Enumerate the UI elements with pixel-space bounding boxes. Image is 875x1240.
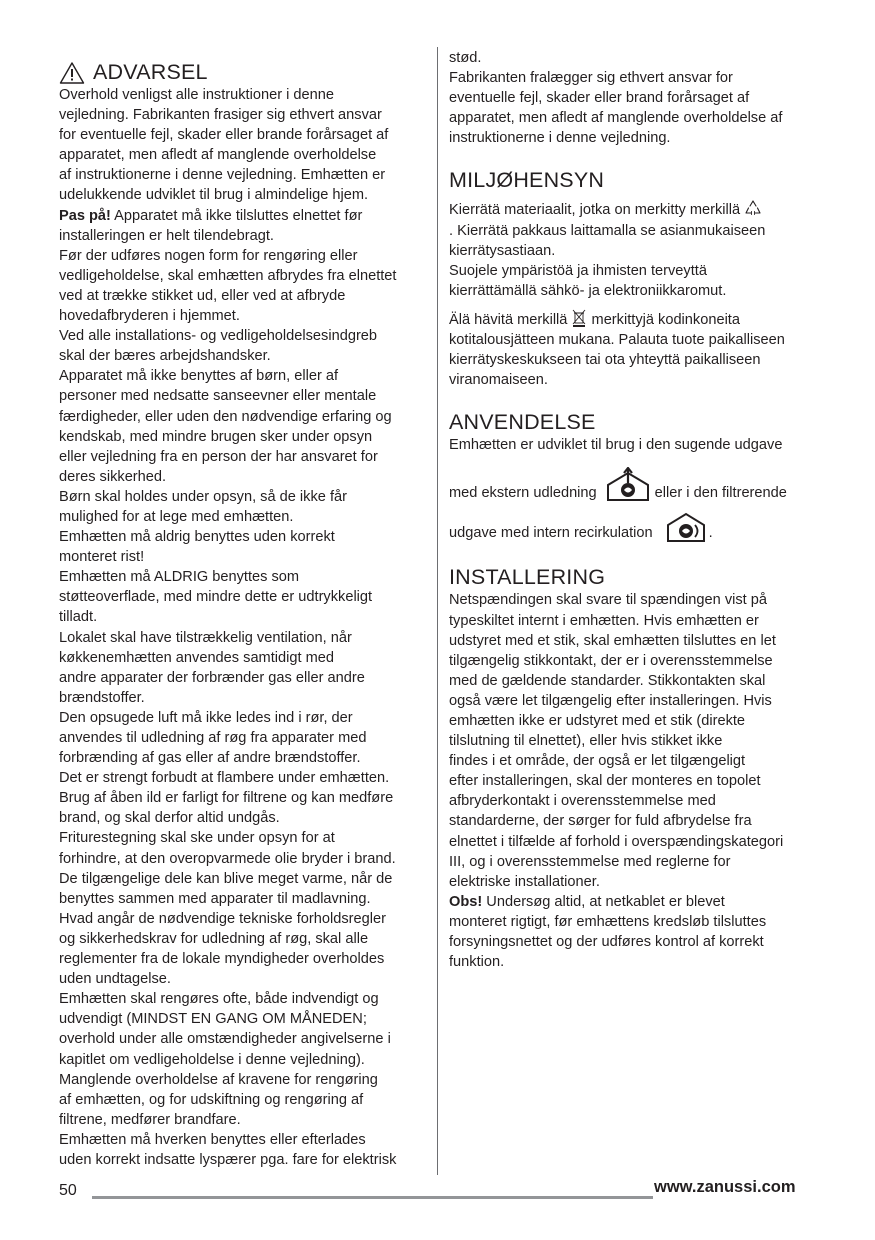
environment-line-weee [449,309,819,330]
text-line: afbryderkontakt i overensstemmelse med [449,793,716,810]
text-line: benyttes sammen med apparater til madlavning. [59,890,371,907]
text-line: uden undtagelse. [59,971,171,988]
text-line: findes i et område, der også er let tilgængeligt [449,753,746,770]
text-line: Fabrikanten fralægger sig ethvert ansvar for [449,70,733,87]
text-line: skal der bæres arbejdshandsker. [59,348,271,365]
text-line: udelukkende udviklet til brug i almindelige hjem. [59,187,369,204]
recycle-icon [744,199,762,217]
text-line: Lokalet skal have tilstrækkelig ventilation, når [59,629,352,646]
text-line: reglementer fra de lokale myndigheder overholdes [59,951,385,968]
text-line: Emhætten må hverken benyttes eller efterlades [59,1131,366,1148]
text-line: med de gældende standarder. Stikkontakten skal [449,672,766,689]
environment-heading: MILJØHENSYN [449,168,605,193]
text-line: Før der udføres nogen form for rengøring eller [59,247,358,264]
text-line: køkkenemhætten anvendes samtidigt med [59,649,334,666]
text-line: udvendigt (MINDST EN GANG OM MÅNEDEN; [59,1011,367,1028]
text-line: af instruktionerne i denne vejledning. Emhætten er [59,167,386,184]
text-line: personer med nedsatte sanseevner eller mentale [59,388,377,405]
obs-line [449,892,819,912]
text-line: forhindre, at den overopvarmede olie bryder i brand. [59,850,396,867]
text-line: eventuelle fejl, skader eller brand forårsaget af [449,90,750,107]
text-line: brand, og skal derfor altid undgås. [59,810,280,827]
environment-text-1: Kierrätä materiaalit, jotka on merkitty merkillä [449,202,741,219]
text-line: . Kierrätä pakkaus laittamalla se asianmukaiseen [449,222,766,239]
external-duct-icon [605,467,651,503]
text-line: Hvad angår de nødvendige tekniske forholdsregler [59,910,386,927]
text-line: De tilgængelige dele kan blive meget varme, når de [59,870,393,887]
obs-label: Obs! [449,893,483,910]
text-line: Emhætten skal rengøres ofte, både indvendigt og [59,991,379,1008]
text-line: Det er strengt forbudt at flambere under emhætten. [59,770,390,787]
text-line: apparatet, men afledt af manglende overholdelse af [449,110,783,127]
warning-triangle-icon [59,61,85,85]
usage-internal-row [449,511,819,543]
text-line: mulighed for at lege med emhætten. [59,508,294,525]
text-line: filtrene, medfører brandfare. [59,1111,241,1128]
right-column [449,48,819,972]
warning-continuation [449,48,819,148]
usage-external-text-post: eller i den filtrerende [654,485,787,502]
text-line: standarderne, der sørger for fuld afbrydelse fra [449,813,752,830]
footer-rule [92,1196,653,1199]
obs-text: Undersøg altid, at netkablet er blevet [482,893,725,910]
text-line: Emhætten må ALDRIG benyttes som [59,569,300,586]
text-line: forbrænding af gas eller af andre brændstoffer. [59,750,361,767]
environment-paragraph-b [449,330,819,390]
footer-url: www.zanussi.com [654,1178,796,1196]
text-line: Apparatet må ikke benyttes af børn, eller af [59,368,339,385]
text-line: Friturestegning skal ske under opsyn for at [59,830,335,847]
warning-paragraph-2 [59,246,431,1170]
text-line: Den opsugede luft må ikke ledes ind i rør, der [59,709,353,726]
crossed-bin-icon [571,309,587,327]
environment-text-weee-pre: Älä hävitä merkillä [449,311,568,328]
caution-line [59,206,431,226]
text-line: tilladt. [59,609,98,626]
text-line: kendskab, med mindre brugen sker under opsyn [59,428,373,445]
text-line: Netspændingen skal svare til spændingen vist på [449,592,767,609]
text-line: monteret rigtigt, før emhættens kredsløb tilsluttes [449,913,767,930]
text-line: Børn skal holdes under opsyn, så de ikke får [59,488,347,505]
text-line: Manglende overholdelse af kravene for rengøring [59,1071,378,1088]
text-line: emhætten ikke er udstyret med et stik (direkte [449,712,746,729]
text-line: eller vejledning fra en person der har ansvaret for [59,448,378,465]
usage-external-text: med ekstern udledning [449,485,597,502]
text-line: kierrättämällä sähkö- ja elektroniikkaromut. [449,282,727,299]
usage-internal-text-post: . [708,525,713,542]
text-line: Brug af åben ild er farligt for filtrene og kan medføre [59,790,394,807]
environment-line-1 [449,199,819,220]
text-line: kotitalousjätteen mukana. Palauta tuote paikalliseen [449,332,785,349]
usage-external-row [449,467,819,503]
warning-paragraph [59,85,431,206]
text-line: uden korrekt indsatte lyspærer pga. fare for elektrisk [59,1151,397,1168]
text-line: udstyret med et stik, skal emhætten tilsluttes en let [449,632,776,649]
text-line: Emhætten må aldrig benyttes uden korrekt [59,529,335,546]
text-line: efter installeringen, skal der monteres en topolet [449,773,761,790]
text-line: tilgængelig stikkontakt, der er i overensstemmelse [449,652,773,669]
text-line: færdigheder, eller uden den nødvendige erfaring og [59,408,392,425]
text-line: også være let tilgængelig efter installeringen. Hvis [449,692,772,709]
text-line: funktion. [449,954,505,971]
caution-line-2: installeringen er helt tilendebragt. [59,227,274,244]
left-column [59,48,431,1170]
text-line: stød. [449,50,482,66]
usage-heading: ANVENDELSE [449,410,596,435]
text-line: tilslutning til elnettet), eller hvis stikket ikke [449,733,723,750]
text-line: kierrätyskeskukseen tai ota yhteyttä paikalliseen [449,352,761,369]
install-heading: INSTALLERING [449,565,606,590]
text-line: kierrätysastiaan. [449,242,556,259]
text-line: hovedafbryderen i hjemmet. [59,308,240,325]
page-number: 50 [59,1182,77,1199]
caution-text: Apparatet må ikke tilsluttes elnettet før [110,207,363,224]
text-line: apparatet, men afledt af manglende overholdelse [59,147,377,164]
column-divider [437,47,438,1175]
text-line: elnettet i tilfælde af forhold i overspændingskategori [449,833,784,850]
text-line: Ved alle installations- og vedligeholdelsesindgreb [59,328,378,345]
text-line: Overhold venligst alle instruktioner i denne [59,87,335,103]
text-line: elektriske installationer. [449,873,600,890]
text-line: støtteoverflade, med mindre dette er udtrykkeligt [59,589,373,606]
text-line: Suojele ympäristöä ja ihmisten terveyttä [449,262,707,279]
recirculation-icon [665,511,707,543]
text-line: deres sikkerhed. [59,468,167,485]
text-line: kapitlet om vedligeholdelse i denne vejledning). [59,1051,365,1068]
text-line: overhold under alle omstændigheder angivelserne i [59,1031,391,1048]
warning-title: ADVARSEL [93,60,208,84]
text-line: andre apparater der forbrænder gas eller andre [59,669,365,686]
text-line: vejledning. Fabrikanten frasiger sig ethvert ansvar [59,107,382,124]
text-line: for eventuelle fejl, skader eller brande forårsaget af [59,127,389,144]
text-line: anvendes til udledning af røg fra apparater med [59,730,367,746]
usage-internal-text: udgave med intern recirkulation [449,525,653,542]
text-line: af emhætten, og for udskiftning og rengøring af [59,1091,364,1108]
environment-paragraph-a [449,221,819,301]
text-line: forsyningsnettet og der udføres kontrol af korrekt [449,934,764,950]
caution-label: Pas på! [59,207,111,224]
text-line: ved at trække stikket ud, eller ved at afbryde [59,287,346,304]
text-line: viranomaiseen. [449,372,548,389]
text-line: vedligeholdelse, skal emhætten afbrydes fra elnettet [59,267,397,284]
install-paragraph [449,590,819,891]
text-line: instruktionerne i denne vejledning. [449,130,671,147]
text-line: monteret rist! [59,549,145,566]
obs-paragraph [449,912,819,972]
text-line: og sikkerhedskrav for udledning af røg, skal alle [59,930,369,947]
warning-heading [59,60,431,85]
environment-text-weee-post: merkittyjä kodinkoneita [587,311,740,328]
usage-line-1: Emhætten er udviklet til brug i den sugende udgave [449,437,783,454]
text-line: brændstoffer. [59,689,145,706]
text-line: typeskiltet internt i emhætten. Hvis emhætten er [449,612,759,629]
text-line: III, og i overensstemmelse med reglerne for [449,853,731,870]
